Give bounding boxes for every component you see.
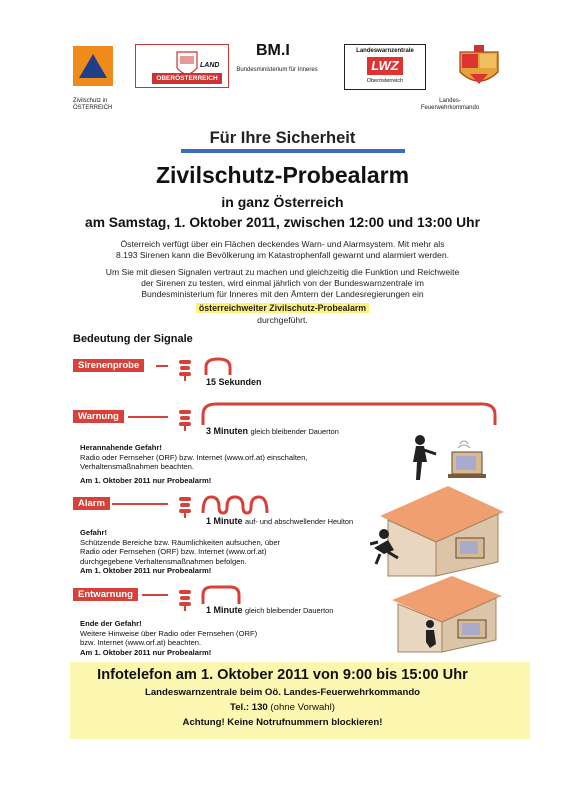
tel-number: 130 — [251, 702, 268, 713]
warnung-siren-icon — [178, 409, 192, 431]
entwarnung-note: Am 1. Oktober 2011 nur Probealarm! — [80, 647, 212, 657]
zivilschutz-triangle-icon — [73, 46, 113, 86]
entwarnung-text-line2: bzw. Internet (www.orf.at) beachten. — [80, 638, 202, 648]
entwarnung-duration — [206, 605, 333, 615]
title-underline — [181, 149, 405, 153]
alarm-description — [80, 528, 340, 576]
lwz-mid-label: LWZ — [367, 57, 403, 75]
infotelefon-warning: Achtung! Keine Notrufnummern blockieren! — [182, 717, 383, 728]
warnung-person-tv-illustration — [400, 432, 490, 482]
bmi-subtitle: Bundesministerium für Inneres — [236, 67, 318, 73]
lwz-bottom-label: Oberösterreich — [366, 78, 404, 84]
alarm-divider — [112, 503, 168, 505]
intro-p1-line1: Österreich verfügt über ein Flächen deckendes Warn- und Alarmsystem. Mit mehr als — [120, 239, 445, 249]
alarm-duration — [206, 516, 353, 526]
lwz-logo — [344, 44, 426, 90]
warnung-text-bold: Herannahende Gefahr! — [80, 443, 162, 452]
infotelefon-title: Infotelefon am 1. Oktober 2011 von 9:00 bis 15:00 Uhr — [97, 667, 468, 683]
entwarnung-tone-icon — [200, 584, 244, 606]
alarm-duration-rest: auf- und abschwellender Heulton — [245, 517, 354, 526]
intro-p1-line2: 8.193 Sirenen kann die Bevölkerung im Katastrophenfall gewarnt und alarmiert werden. — [116, 250, 449, 260]
entwarnung-label: Entwarnung — [73, 588, 138, 601]
intro-p2-line3: Bundesministerium für Inneres mit den Ämtern der Landesregierungen ein — [141, 289, 424, 299]
entwarnung-siren-icon — [178, 589, 192, 611]
tel-label: Tel.: — [230, 702, 250, 713]
alarm-note: Am 1. Oktober 2011 nur Probealarm! — [80, 566, 212, 576]
title-date: am Samstag, 1. Oktober 2011, zwischen 12:00 und 13:00 Uhr — [85, 215, 480, 230]
entwarnung-text-bold: Ende der Gefahr! — [80, 619, 142, 628]
land-label-top: LAND — [200, 62, 220, 69]
intro-p2-line2: der Sirenen zu testen, wird einmal jährlich von der Bundeswarnzentrale im — [141, 278, 424, 288]
alarm-text-line2: Radio oder Fernsehen (ORF) bzw. Internet (www.orf.at) — [80, 547, 267, 557]
warnung-divider — [128, 416, 168, 418]
sirenenprobe-siren-icon — [178, 359, 192, 381]
zivilschutz-label: Zivilschutz in ÖSTERREICH — [73, 98, 113, 111]
land-label-bottom: OBERÖSTERREICH — [152, 73, 222, 84]
sirenenprobe-divider — [156, 365, 168, 367]
land-ooe-logo — [135, 44, 229, 88]
alarm-tone-icon — [200, 493, 270, 517]
title-sub: in ganz Österreich — [221, 194, 344, 210]
entwarnung-description — [80, 619, 340, 657]
warnung-note: Am 1. Oktober 2011 nur Probealarm! — [80, 475, 212, 485]
entwarnung-divider — [142, 594, 168, 596]
alarm-text-bold: Gefahr! — [80, 528, 108, 537]
sirenenprobe-tone-icon — [203, 357, 233, 377]
title-main: Zivilschutz-Probealarm — [155, 162, 410, 188]
tel-note: (ohne Vorwahl) — [270, 702, 335, 713]
sirenenprobe-duration: 15 Sekunden — [206, 377, 262, 387]
warnung-description — [80, 443, 380, 485]
infotelefon-line2: Landeswarnzentrale beim Oö. Landes-Feuerwehrkommando — [144, 687, 421, 698]
alarm-duration-bold: 1 Minute — [206, 516, 243, 526]
intro-p2-end: durchgeführt. — [257, 315, 308, 325]
alarm-text-line3: durchgegebene Verhaltensmaßnahmen befolgen. — [80, 556, 247, 566]
entwarnung-text-line1: Weitere Hinweise über Radio oder Fernsehen (ORF) — [80, 628, 258, 638]
warnung-text-line1: Radio oder Fernseher (ORF) bzw. Internet (www.orf.at) einschalten, — [80, 452, 308, 462]
title-kicker: Für Ihre Sicherheit — [209, 129, 356, 147]
warnung-text-line2: Verhaltensmaßnahmen beachten. — [80, 462, 194, 472]
alarm-label: Alarm — [73, 497, 110, 510]
entwarnung-duration-rest: gleich bleibender Dauerton — [245, 606, 334, 615]
alarm-house-illustration — [370, 482, 506, 578]
entwarnung-house-illustration — [386, 574, 506, 654]
warnung-duration-rest: gleich bleibender Dauerton — [250, 427, 339, 436]
warnung-duration — [206, 426, 339, 436]
entwarnung-duration-bold: 1 Minute — [206, 605, 243, 615]
intro-p2-line1: Um Sie mit diesen Signalen vertraut zu machen und gleichzeitig die Funktion und Reichweite — [105, 267, 460, 277]
warnung-duration-bold: 3 Minuten — [206, 426, 248, 436]
alarm-text-line1: Schützende Bereiche bzw. Räumlichkeiten aufsuchen, über — [80, 537, 281, 547]
infotelefon-tel — [0, 702, 565, 713]
feuerwehr-label: Landes-Feuerwehrkommando — [420, 98, 480, 111]
warnung-label: Warnung — [73, 410, 124, 423]
feuerwehr-logo — [456, 44, 502, 90]
intro-paragraph-2 — [60, 267, 505, 326]
warnung-tone-icon — [200, 401, 500, 427]
zivilschutz-logo — [73, 46, 113, 86]
sirenenprobe-label: Sirenenprobe — [73, 359, 144, 372]
intro-highlight: österreichweiter Zivilschutz-Probealarm — [196, 303, 369, 313]
feuerwehr-emblem-icon — [456, 44, 502, 90]
lwz-top-label: Landeswarnzentrale — [356, 48, 414, 54]
bmi-title: BM.I — [256, 42, 290, 59]
alarm-siren-icon — [178, 496, 192, 518]
signals-heading: Bedeutung der Signale — [73, 333, 193, 345]
intro-paragraph-1 — [60, 239, 505, 261]
